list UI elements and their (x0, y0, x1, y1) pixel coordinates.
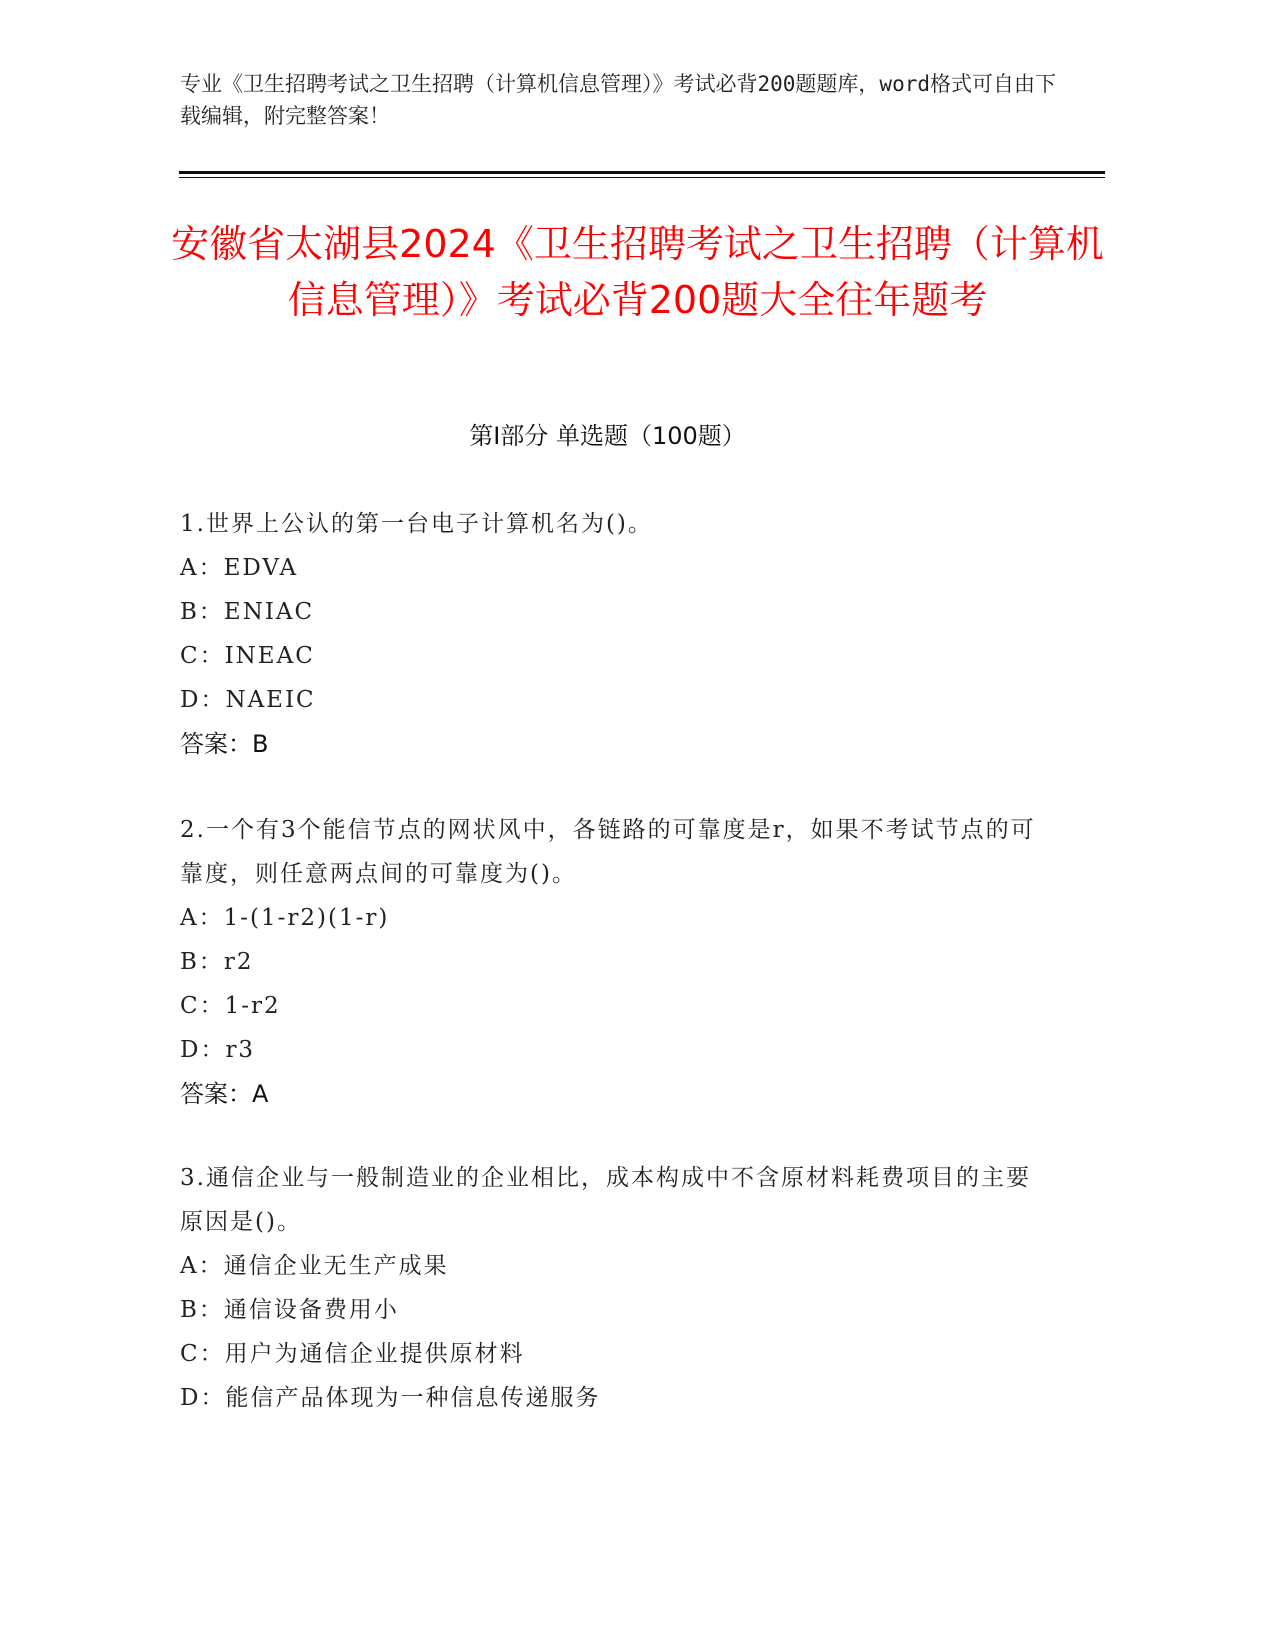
option-d: D：r3 (180, 1037, 256, 1063)
header-rule-thin (179, 177, 1105, 178)
question-stem: 3.通信企业与一般制造业的企业相比，成本构成中不含原材料耗费项目的主要原因是()。 (180, 1165, 1031, 1235)
section-title: 第Ⅰ部分 单选题（100题） (469, 422, 746, 450)
option-b: B：ENIAC (180, 599, 315, 625)
header-rule-thick (179, 171, 1105, 174)
answer: 答案：B (180, 730, 269, 758)
option-a: A：1-(1-r2)(1-r) (180, 905, 390, 931)
option-c: C：用户为通信企业提供原材料 (180, 1341, 525, 1367)
option-c: C：INEAC (180, 643, 315, 669)
question-stem: 2.一个有3个能信节点的网状风中，各链路的可靠度是r，如果不考试节点的可靠度，则任意两点间的可靠度为()。 (180, 817, 1036, 887)
option-d: D：能信产品体现为一种信息传递服务 (180, 1385, 601, 1411)
option-a: A：通信企业无生产成果 (180, 1253, 449, 1279)
question-3 (180, 1156, 1040, 1420)
answer: 答案：A (180, 1080, 269, 1108)
header-note: 专业《卫生招聘考试之卫生招聘（计算机信息管理）》考试必背200题题库，word格式可自由下载编辑，附完整答案！ (180, 72, 1056, 128)
question-1 (180, 502, 1040, 766)
option-d: D：NAEIC (180, 687, 316, 713)
question-2 (180, 808, 1040, 1116)
option-b: B：通信设备费用小 (180, 1297, 399, 1323)
option-a: A：EDVA (180, 555, 299, 581)
option-b: B：r2 (180, 949, 254, 975)
option-c: C：1-r2 (180, 993, 281, 1019)
document-title: 安徽省太湖县2024《卫生招聘考试之卫生招聘（计算机信息管理）》考试必背200题大全往年题考 (171, 222, 1104, 322)
question-stem: 1.世界上公认的第一台电子计算机名为()。 (180, 511, 653, 537)
